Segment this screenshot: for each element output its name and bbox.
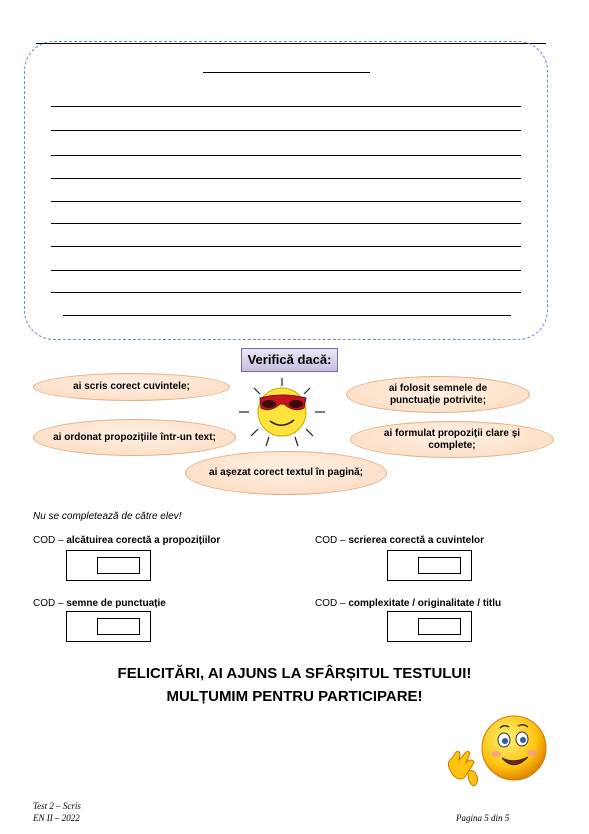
title-line[interactable] [203, 72, 370, 73]
code-box [66, 550, 151, 581]
code-label [315, 535, 484, 546]
code-input[interactable] [97, 618, 140, 635]
checklist-item: ai așezat corect textul în pagină; [185, 451, 387, 495]
code-box [387, 550, 472, 581]
writing-line[interactable] [51, 292, 521, 293]
footer-test-name: Test 2 – Scris [33, 801, 81, 811]
code-box [66, 611, 151, 642]
waving-smiley-icon [444, 712, 550, 790]
writing-line[interactable] [51, 223, 521, 224]
code-label [33, 535, 220, 546]
sun-icon [236, 374, 328, 454]
checklist-title: Verifică dacă: [241, 348, 338, 372]
congrats-line-1: FELICITĂRI, AI AJUNS LA SFÂRȘITUL TESTULUI! [117, 665, 472, 682]
footer-page-number: Pagina 5 din 5 [456, 813, 510, 823]
code-prefix: COD – [315, 598, 346, 609]
writing-line[interactable] [51, 155, 521, 156]
checklist-item: ai formulat propoziții clare și complete; [350, 421, 554, 458]
code-box [387, 611, 472, 642]
checklist-item: ai ordonat propozițiile într-un text; [33, 419, 236, 456]
writing-line[interactable] [51, 201, 521, 202]
code-criterion: scrierea corectă a cuvintelor [348, 535, 484, 546]
writing-line[interactable] [51, 106, 521, 107]
code-prefix: COD – [33, 598, 64, 609]
checklist-item: ai folosit semnele de punctuație potrivite; [346, 376, 530, 413]
checklist-item: ai scris corect cuvintele; [33, 373, 230, 401]
code-prefix: COD – [315, 535, 346, 546]
code-label [33, 598, 166, 609]
code-criterion: semne de punctuație [66, 598, 166, 609]
writing-line[interactable] [51, 270, 521, 271]
writing-line[interactable] [51, 246, 521, 247]
code-prefix: COD – [33, 535, 64, 546]
writing-line[interactable] [51, 130, 521, 131]
congrats-line-2: MULȚUMIM PENTRU PARTICIPARE! [166, 688, 423, 705]
writing-box [24, 41, 548, 340]
writing-line[interactable] [51, 178, 521, 179]
code-label [315, 598, 501, 609]
writing-line[interactable] [63, 315, 511, 316]
footer-exam-name: EN II – 2022 [33, 813, 80, 823]
code-input[interactable] [418, 557, 461, 574]
teacher-note: Nu se completează de către elev! [33, 511, 182, 522]
code-criterion: alcătuirea corectă a propozițiilor [66, 535, 221, 546]
code-input[interactable] [97, 557, 140, 574]
code-criterion: complexitate / originalitate / titlu [348, 598, 502, 609]
code-input[interactable] [418, 618, 461, 635]
